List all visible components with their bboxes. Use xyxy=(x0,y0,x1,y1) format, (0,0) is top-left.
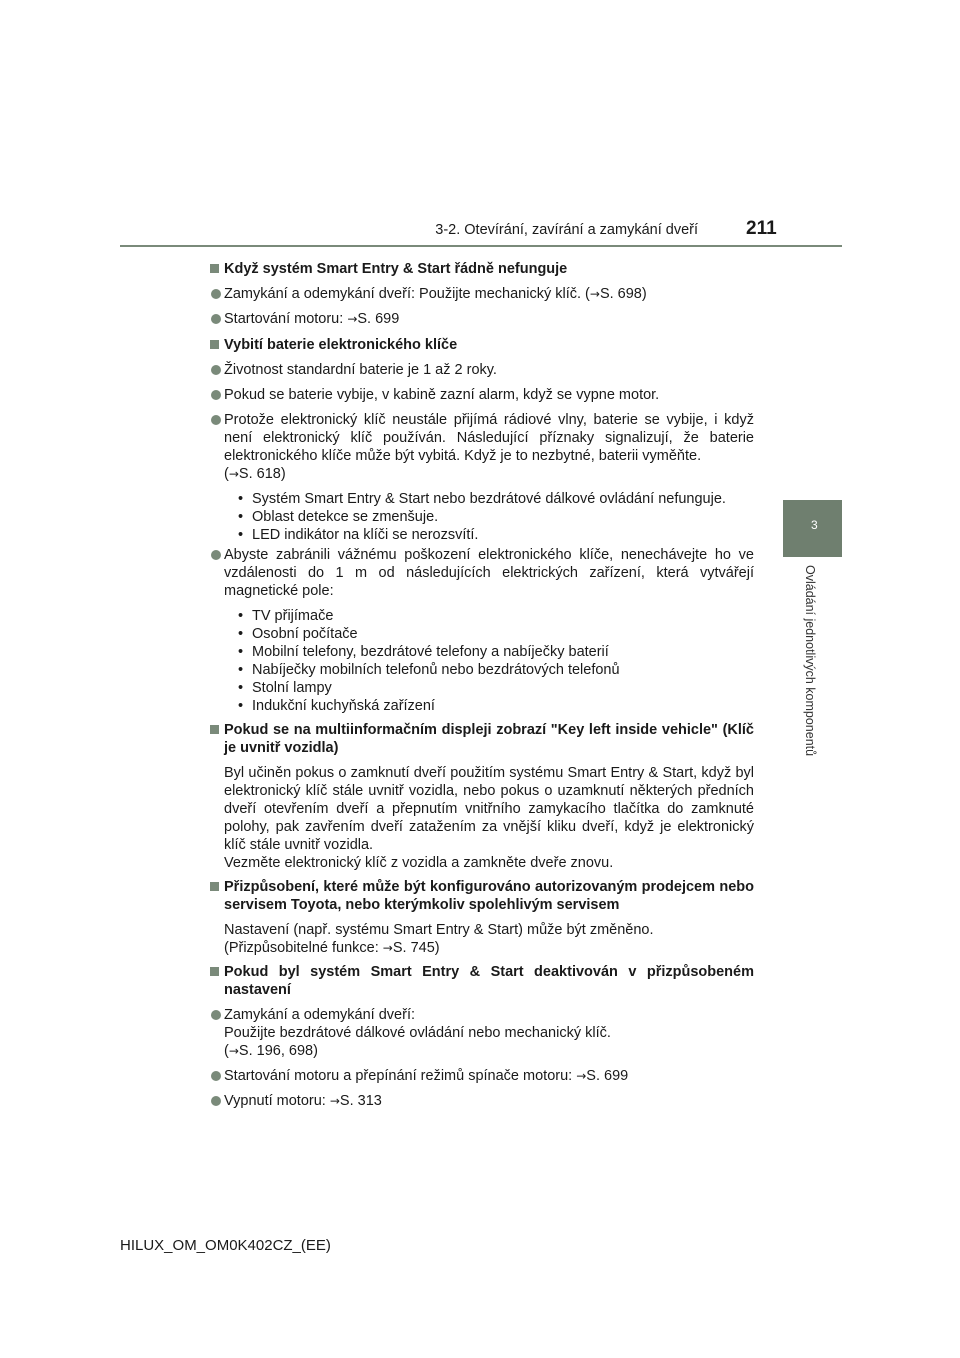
section-heading: Pokud se na multiinformačním displeji zobrazí "Key left inside vehicle" (Klíč je uvnitř vozidla) xyxy=(210,721,754,757)
square-bullet-icon xyxy=(210,264,219,273)
page-number: 211 xyxy=(746,218,777,239)
footer-document-code: HILUX_OM_OM0K402CZ_(EE) xyxy=(120,1237,331,1254)
bullet-icon xyxy=(211,415,221,425)
sub-item: • Mobilní telefony, bezdrátové telefony a nabíječky baterií xyxy=(238,644,609,660)
bullet-item: Startování motoru: →S. 699 xyxy=(210,310,754,328)
chapter-title: Ovládání jednotlivých komponentů xyxy=(803,565,817,757)
section-heading: Pokud byl systém Smart Entry & Start deaktivován v přizpůsobeném nastavení xyxy=(210,963,754,999)
sub-item: • LED indikátor na klíči se nerozsvítí. xyxy=(238,527,479,543)
paragraph: Byl učiněn pokus o zamknutí dveří použitím systému Smart Entry & Start, když byl elektronický klíč stále uvnitř vozidla, nebo pokus o uzamknutí některých předních dveří otevřením dveří a přepnutím vnitřního zamykacího tlačítka do zamknuté polohy, pak zavřením dveří zatažením za vnější kliku dveří, když je elektronický klíč stále uvnitř vozidla. Vezměte elektronický klíč z vozidla a zamkněte dveře znovu. xyxy=(224,765,754,871)
section-heading: Přizpůsobení, které může být konfigurováno autorizovaným prodejcem nebo servisem Toyota, nebo kterýmkoliv spolehlivým servisem xyxy=(210,878,754,914)
sub-item: • Oblast detekce se zmenšuje. xyxy=(238,509,439,525)
bullet-icon xyxy=(211,1071,221,1081)
page-content xyxy=(210,256,754,1110)
chapter-tab xyxy=(783,500,842,557)
bullet-item: Životnost standardní baterie je 1 až 2 roky. xyxy=(210,361,754,379)
chapter-number: 3 xyxy=(811,518,818,532)
sub-item: • Stolní lampy xyxy=(238,680,332,696)
bullet-icon xyxy=(211,365,221,375)
header-section-title: 3-2. Otevírání, zavírání a zamykání dveří xyxy=(435,222,698,238)
bullet-icon xyxy=(211,314,221,324)
bullet-icon xyxy=(211,550,221,560)
bullet-icon xyxy=(211,390,221,400)
bullet-item: Vypnutí motoru: →S. 313 xyxy=(210,1092,754,1110)
square-bullet-icon xyxy=(210,340,219,349)
bullet-item: Startování motoru a přepínání režimů spínače motoru: →S. 699 xyxy=(210,1067,754,1085)
square-bullet-icon xyxy=(210,967,219,976)
chapter-title-tab xyxy=(783,565,842,845)
bullet-icon xyxy=(211,1096,221,1106)
bullet-icon xyxy=(211,1010,221,1020)
sub-item: • Systém Smart Entry & Start nebo bezdrátové dálkové ovládání nefunguje. xyxy=(238,491,726,507)
square-bullet-icon xyxy=(210,882,219,891)
bullet-item: Abyste zabránili vážnému poškození elektronického klíče, nenechávejte ho ve vzdálenosti do 1 m od následujících elektrických zařízení, která vytvářejí magnetické pole: xyxy=(210,546,754,600)
section-heading: Když systém Smart Entry & Start řádně nefunguje xyxy=(210,260,754,278)
sub-item: • Osobní počítače xyxy=(238,626,358,642)
bullet-icon xyxy=(211,289,221,299)
bullet-item: Pokud se baterie vybije, v kabině zazní alarm, když se vypne motor. xyxy=(210,386,754,404)
paragraph: Nastavení (např. systému Smart Entry & Start) může být změněno. (Přizpůsobitelné funkce: →S. 745) xyxy=(224,922,654,956)
sub-item: • Nabíječky mobilních telefonů nebo bezdrátových telefonů xyxy=(238,662,620,678)
section-heading: Vybití baterie elektronického klíče xyxy=(210,336,754,354)
sub-item: • Indukční kuchyňská zařízení xyxy=(238,698,435,714)
sub-item: • TV přijímače xyxy=(238,608,334,624)
bullet-item: Protože elektronický klíč neustále přijímá rádiové vlny, baterie se vybije, i když není elektronický klíč používán. Následující příznaky signalizují, že baterie elektronického klíče může být vybitá. Když je to nezbytné, baterii vyměňte. (→S. 618) xyxy=(210,411,754,483)
bullet-item: Zamykání a odemykání dveří: Použijte bezdrátové dálkové ovládání nebo mechanický klíč. (→S. 196, 698) xyxy=(210,1006,754,1060)
square-bullet-icon xyxy=(210,725,219,734)
header-rule xyxy=(120,245,842,247)
bullet-item: Zamykání a odemykání dveří: Použijte mechanický klíč. (→S. 698) xyxy=(210,285,754,303)
